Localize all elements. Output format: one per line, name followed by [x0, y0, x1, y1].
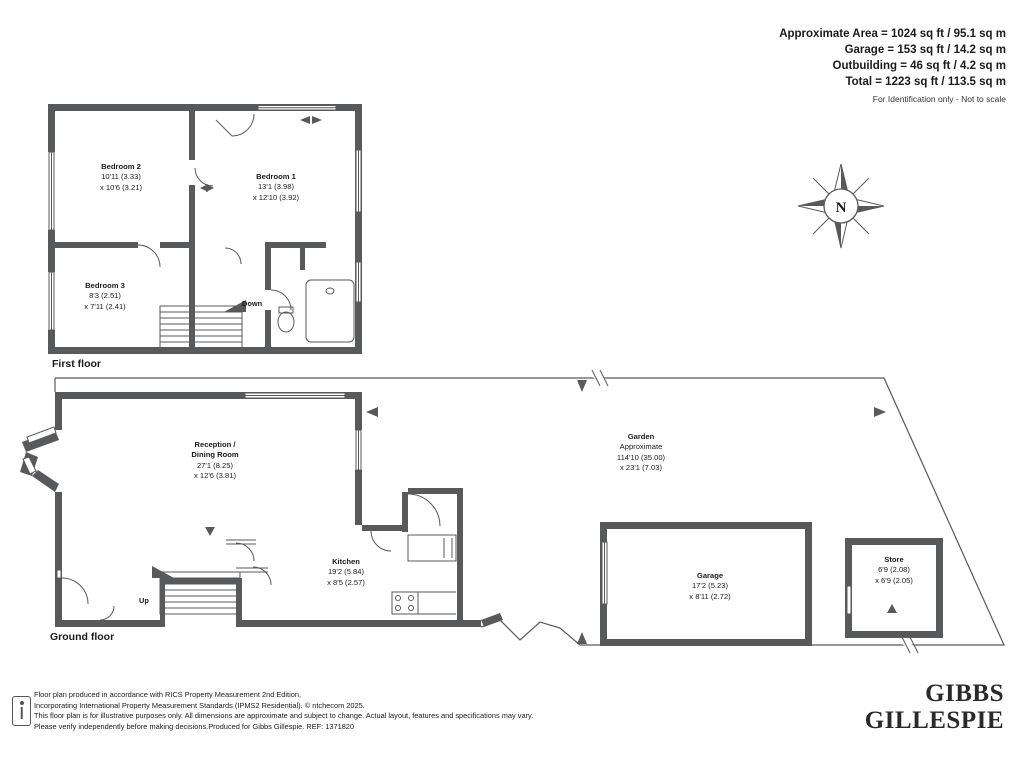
room-store-dim2: x 6'9 (2.05)	[875, 575, 913, 585]
room-store	[848, 555, 940, 586]
room-garage-dim1: 17'2 (5.23)	[691, 581, 729, 591]
room-kitchen	[300, 557, 392, 588]
room-reception-dim1: 27'1 (8.25)	[196, 460, 234, 470]
room-bedroom-3-name: Bedroom 3	[85, 281, 125, 290]
first-floor-label: First floor	[52, 358, 101, 370]
room-kitchen-name: Kitchen	[332, 557, 360, 566]
approximate-area-text: Approximate Area = 1024 sq ft / 95.1 sq m	[779, 28, 1006, 40]
first-floor-plan	[48, 104, 362, 354]
room-kitchen-dim1: 19'2 (5.84)	[327, 567, 365, 577]
room-reception-dim2: x 12'6 (3.81)	[194, 471, 236, 481]
disclaimer-text	[34, 690, 533, 732]
brand-line-2: GILLESPIE	[864, 707, 1004, 734]
room-bedroom-1-dim2: x 12'10 (3.92)	[252, 192, 300, 202]
ground-floor-label: Ground floor	[50, 631, 115, 643]
room-store-name: Store	[884, 555, 904, 564]
garage-area-text: Garage = 153 sq ft / 14.2 sq m	[844, 44, 1006, 56]
kitchen-units	[392, 535, 456, 614]
direction-arrows	[205, 380, 897, 644]
room-bedroom-2-dim2: x 10'6 (3.21)	[100, 182, 142, 192]
room-bedroom-3	[58, 281, 152, 312]
outbuilding-area-text: Outbuilding = 46 sq ft / 4.2 sq m	[832, 60, 1006, 72]
area-garden	[580, 432, 702, 474]
room-store-dim1: 6'9 (2.08)	[878, 565, 910, 575]
total-area-text: Total = 1223 sq ft / 113.5 sq m	[845, 76, 1006, 88]
room-bedroom-3-dim2: x 7'11 (2.41)	[84, 301, 126, 311]
identification-note: For Identification only - Not to scale	[872, 94, 1006, 104]
room-bedroom-1-dim1: 13'1 (3.98)	[257, 182, 295, 192]
room-bedroom-2-name: Bedroom 2	[101, 162, 141, 171]
person-icon-head	[20, 701, 24, 705]
stairs-down-label: Down	[242, 299, 263, 308]
room-reception-dining	[165, 440, 265, 482]
room-bedroom-3-dim1: 8'3 (2.51)	[89, 291, 121, 301]
area-garden-name: Garden	[627, 432, 655, 441]
disclaimer-line-4: Please verify independently before making decisions.Produced for Gibbs Gillespie. REF: 1371820	[34, 721, 355, 731]
room-bedroom-1-name: Bedroom 1	[256, 172, 296, 181]
person-icon-body	[20, 707, 23, 719]
store-structure	[845, 538, 943, 638]
brand-logo	[865, 680, 1004, 734]
room-kitchen-dim2: x 8'5 (2.57)	[327, 577, 365, 587]
compass-rose	[798, 164, 884, 248]
ground-floor-plan	[20, 370, 1004, 653]
area-garden-sub: Approximate	[619, 442, 663, 452]
room-reception-name-2: Dining Room	[191, 450, 239, 460]
room-garage-dim2: x 8'11 (2.72)	[689, 591, 731, 601]
area-garden-dim1: 114'10 (35.00)	[616, 452, 666, 462]
room-garage	[655, 571, 765, 602]
room-bedroom-2-dim1: 10'11 (3.33)	[101, 172, 141, 182]
person-icon	[12, 696, 31, 726]
compass-north-letter: N	[835, 200, 847, 216]
ground-floor-stairs	[152, 566, 240, 614]
room-bedroom-2	[74, 162, 168, 193]
room-bedroom-1	[228, 172, 324, 203]
room-reception-name-1: Reception /	[194, 440, 236, 449]
disclaimer-line-1: Floor plan produced in accordance with RICS Property Measurement 2nd Edition,	[34, 690, 302, 700]
area-garden-dim2: x 23'1 (7.03)	[620, 463, 662, 473]
first-floor-stairs	[160, 300, 246, 348]
disclaimer-line-2: Incorporating International Property Measurement Standards (IPMS2 Residential). © ntchecom 2025.	[34, 700, 365, 710]
brand-line-1: GIBBS	[925, 680, 1004, 707]
room-garage-name: Garage	[696, 571, 724, 580]
disclaimer-line-3: This floor plan is for illustrative purposes only. All dimensions are approximate and subject to change. Actual layout, features and specifications may vary.	[34, 711, 534, 721]
stairs-up-label: Up	[139, 596, 149, 605]
